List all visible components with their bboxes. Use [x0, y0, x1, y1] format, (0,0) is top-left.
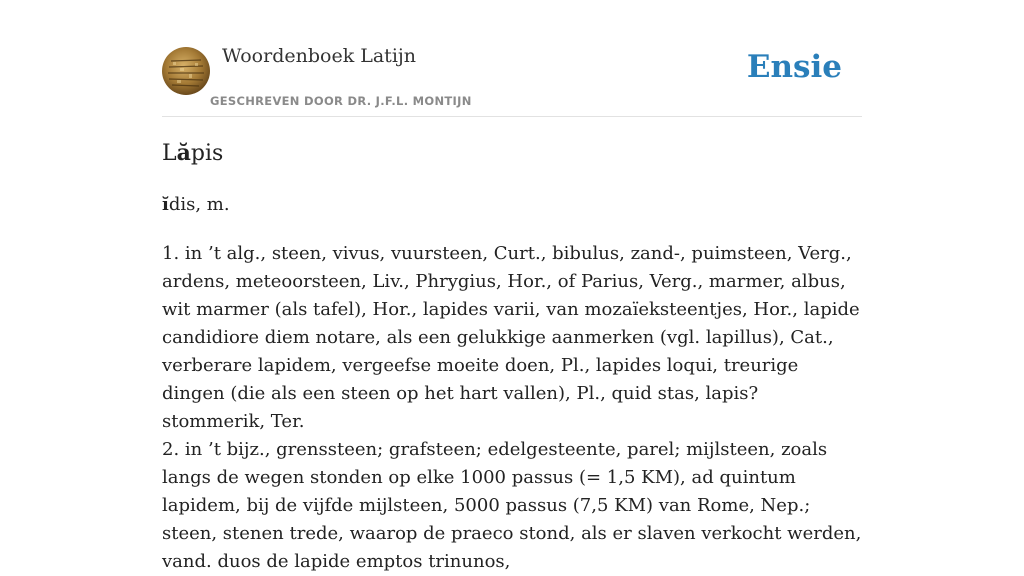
ensie-logo[interactable]: Ensie [746, 49, 842, 85]
coin-inscription-icon[interactable] [162, 47, 210, 95]
source-title[interactable]: Woordenboek Latijn [222, 45, 417, 67]
grammar-accent: ĭ [162, 194, 169, 215]
headword-accent: ă [176, 140, 191, 166]
grammar-info [162, 194, 230, 215]
author-byline: GESCHREVEN DOOR DR. J.F.L. MONTIJN [210, 94, 472, 108]
entry-definitions [162, 240, 862, 576]
definition-2: 2. in ’t bijz., grenssteen; grafsteen; edelgesteente, parel; mijlsteen, zoals langs de wegen stonden op elke 1000 passus (= 1,5 KM), ad quintum lapidem, bij de vijfde mijlsteen, 5000 passus (7,5 KM) van Rome, Nep.; steen, stenen trede, waarop de praeco stond, als er slaven verkocht werden, vand. duos de lapide emptos trinunos, [162, 439, 862, 572]
headword-suffix: pis [190, 141, 224, 166]
entry-headword [162, 140, 223, 166]
definition-1: 1. in ’t alg., steen, vivus, vuursteen, Curt., bibulus, zand-, puimsteen, Verg., ardens, meteoorsteen, Liv., Phrygius, Hor., of Parius, Verg., marmer, albus, wit marmer (als tafel), Hor., lapides varii, van mozaïeksteentjes, Hor., lapide candidiore diem notare, als een gelukkige aanmerken (vgl. lapillus), Cat., verberare lapidem, vergeefse moeite doen, Pl., lapides loqui, treurige dingen (die als een steen op het hart vallen), Pl., quid stas, lapis? stommerik, Ter. [162, 243, 860, 432]
source-header [162, 44, 862, 117]
headword-prefix: L [162, 141, 177, 166]
grammar-text: dis, m. [168, 194, 230, 215]
